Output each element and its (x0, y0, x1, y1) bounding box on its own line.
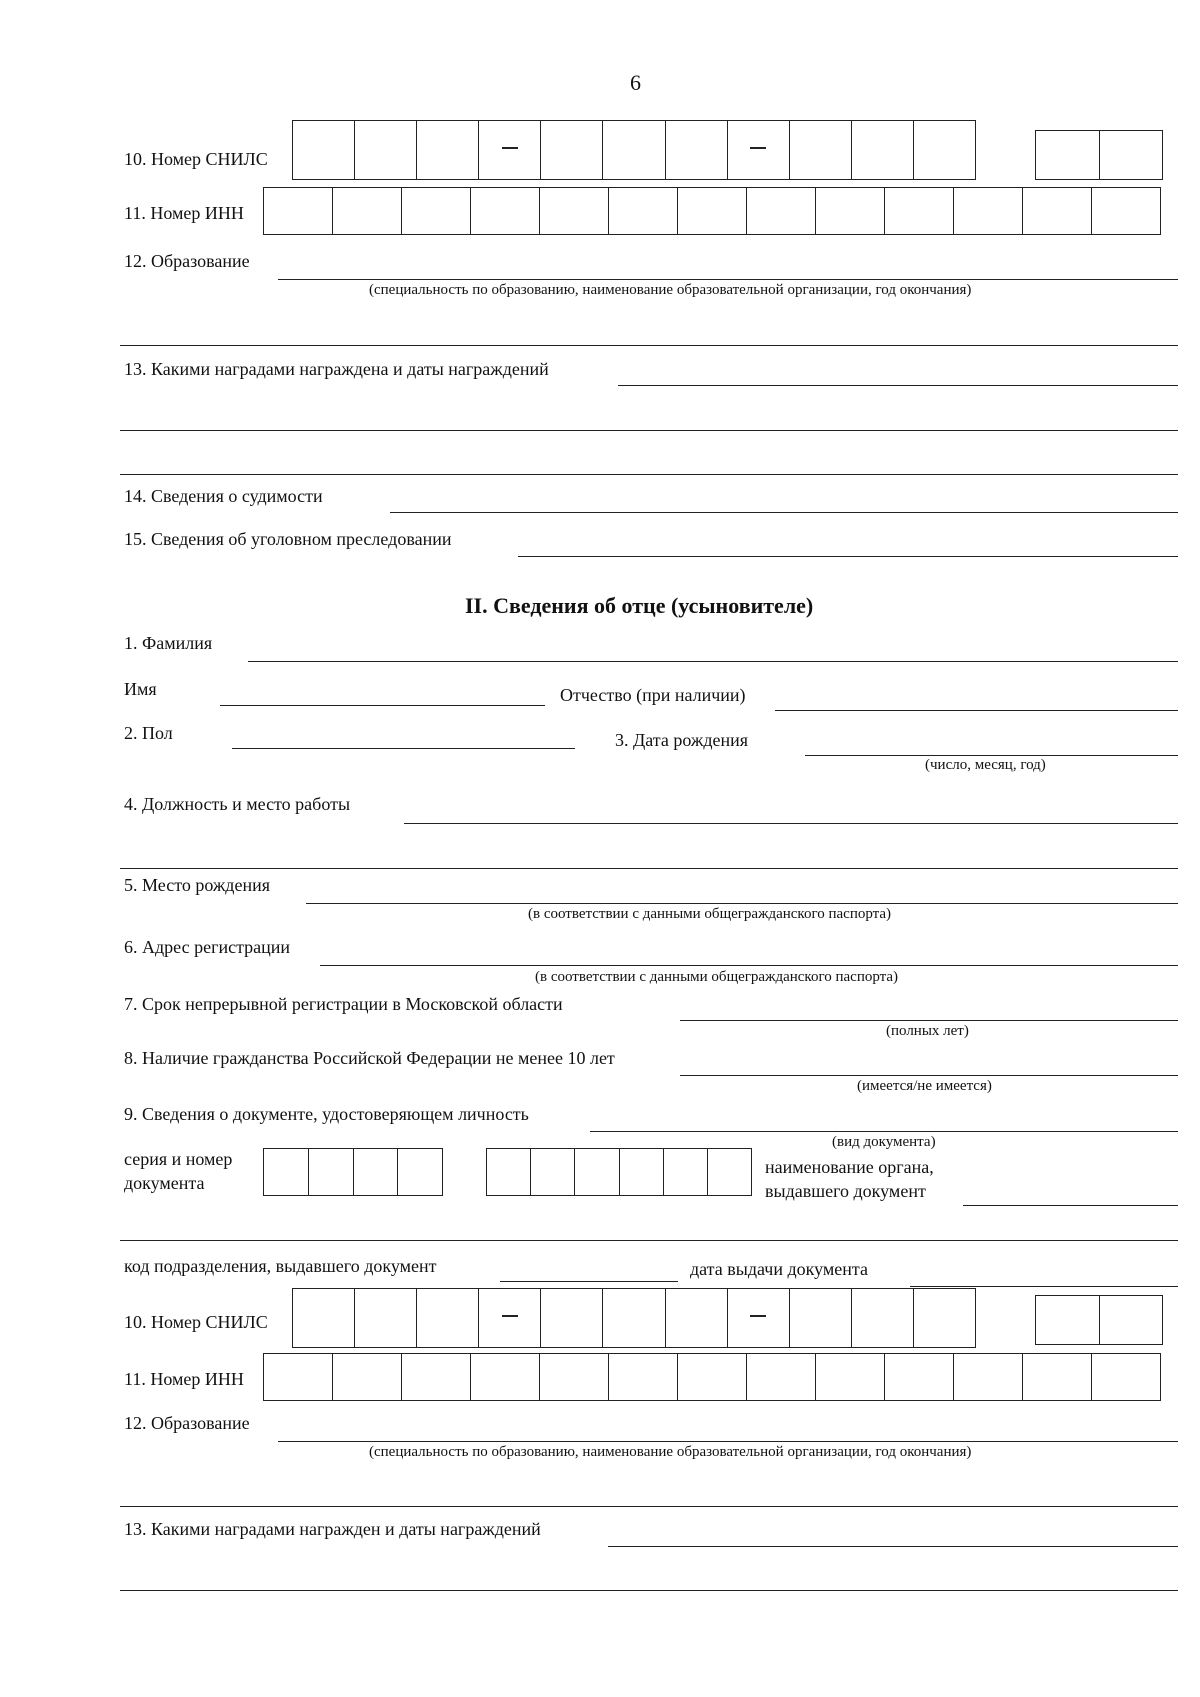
division-code-line[interactable] (500, 1281, 678, 1282)
father-registration-term-line[interactable] (680, 1020, 1178, 1021)
inn-cell[interactable] (471, 188, 540, 234)
father-registration-term-hint: (полных лет) (886, 1023, 969, 1039)
father-job-line[interactable] (404, 823, 1178, 824)
issuer-line[interactable] (963, 1205, 1178, 1206)
series-cell[interactable] (264, 1149, 309, 1195)
inn-cell[interactable] (816, 1354, 885, 1400)
criminal-record-label: 14. Сведения о судимости (124, 486, 323, 506)
snils-check-cell[interactable] (1036, 131, 1100, 179)
father-id-doc-label: 9. Сведения о документе, удостоверяющем личность (124, 1104, 529, 1124)
father-awards-line-2[interactable] (120, 1590, 1178, 1591)
mother-awards-line-2[interactable] (120, 430, 1178, 431)
mother-education-label: 12. Образование (124, 251, 250, 271)
snils-separator-cell (728, 1289, 790, 1347)
father-citizenship-label: 8. Наличие гражданства Российской Федерации не менее 10 лет (124, 1048, 615, 1068)
father-birthplace-label: 5. Место рождения (124, 875, 271, 895)
snils-cell[interactable] (790, 1289, 852, 1347)
father-birthplace-hint: (в соответствии с данными общегражданского паспорта) (528, 906, 892, 922)
inn-cell[interactable] (954, 1354, 1023, 1400)
issue-date-label: дата выдачи документа (690, 1259, 868, 1279)
inn-cell[interactable] (885, 188, 954, 234)
inn-cell[interactable] (264, 188, 333, 234)
series-cell[interactable] (354, 1149, 399, 1195)
father-awards-label: 13. Какими наградами награжден и даты награждений (124, 1519, 541, 1539)
father-name-line[interactable] (220, 705, 545, 706)
snils-cell[interactable] (852, 121, 914, 179)
mother-snils-checksum-cells[interactable] (1035, 130, 1163, 180)
number-cell[interactable] (531, 1149, 575, 1195)
inn-cell[interactable] (1023, 1354, 1092, 1400)
father-job-label: 4. Должность и место работы (124, 794, 351, 814)
series-number-label-1: серия и номер (124, 1149, 233, 1169)
criminal-prosecution-label: 15. Сведения об уголовном преследовании (124, 529, 452, 549)
mother-education-line[interactable] (278, 279, 1178, 280)
snils-cell[interactable] (790, 121, 852, 179)
snils-cell[interactable] (603, 1289, 665, 1347)
snils-separator-cell (728, 121, 790, 179)
snils-cell[interactable] (293, 1289, 355, 1347)
mother-inn-cells[interactable] (263, 187, 1161, 235)
father-address-line[interactable] (320, 965, 1178, 966)
father-job-line-2[interactable] (120, 868, 1178, 869)
dash-separator (750, 1315, 766, 1317)
father-citizenship-line[interactable] (680, 1075, 1178, 1076)
father-sex-line[interactable] (232, 748, 575, 749)
inn-cell[interactable] (540, 188, 609, 234)
mother-awards-line-3[interactable] (120, 474, 1178, 475)
inn-cell[interactable] (816, 188, 885, 234)
number-cell[interactable] (575, 1149, 619, 1195)
father-inn-label: 11. Номер ИНН (124, 1369, 244, 1389)
father-snils-cells[interactable] (292, 1288, 976, 1348)
father-awards-line[interactable] (608, 1546, 1178, 1547)
father-education-hint: (специальность по образованию, наименование образовательной организации, год окончания) (369, 1444, 972, 1460)
criminal-record-line[interactable] (390, 512, 1178, 513)
mother-education-line-2[interactable] (120, 345, 1178, 346)
father-education-line-2[interactable] (120, 1506, 1178, 1507)
father-address-hint: (в соответствии с данными общегражданского паспорта) (535, 969, 899, 985)
father-address-label: 6. Адрес регистрации (124, 937, 291, 957)
issuer-label-2: выдавшего документ (765, 1181, 926, 1201)
father-snils-label: 10. Номер СНИЛС (124, 1312, 268, 1332)
father-id-doc-hint: (вид документа) (832, 1134, 936, 1150)
inn-cell[interactable] (1092, 1354, 1160, 1400)
number-cell[interactable] (708, 1149, 751, 1195)
inn-cell[interactable] (609, 1354, 678, 1400)
mother-education-hint: (специальность по образованию, наименование образовательной организации, год окончания) (369, 282, 972, 298)
inn-cell[interactable] (1023, 188, 1092, 234)
series-cell[interactable] (309, 1149, 354, 1195)
father-education-label: 12. Образование (124, 1413, 250, 1433)
inn-cell[interactable] (402, 188, 471, 234)
dash-separator (502, 1315, 518, 1317)
inn-cell[interactable] (540, 1354, 609, 1400)
snils-cell[interactable] (293, 121, 355, 179)
inn-cell[interactable] (678, 188, 747, 234)
father-registration-term-label: 7. Срок непрерывной регистрации в Московской области (124, 994, 563, 1014)
inn-cell[interactable] (954, 188, 1023, 234)
snils-cell[interactable] (541, 1289, 603, 1347)
inn-cell[interactable] (678, 1354, 747, 1400)
snils-cell[interactable] (355, 1289, 417, 1347)
father-birthdate-hint: (число, месяц, год) (925, 757, 1046, 773)
father-inn-cells[interactable] (263, 1353, 1161, 1401)
snils-cell[interactable] (417, 1289, 479, 1347)
mother-awards-line[interactable] (618, 385, 1178, 386)
snils-separator-cell (479, 121, 541, 179)
father-surname-line[interactable] (248, 661, 1178, 662)
division-code-label: код подразделения, выдавшего документ (124, 1256, 437, 1276)
father-name-label: Имя (124, 679, 157, 699)
snils-cell[interactable] (417, 121, 479, 179)
snils-cell[interactable] (666, 1289, 728, 1347)
inn-cell[interactable] (609, 188, 678, 234)
number-cell[interactable] (620, 1149, 664, 1195)
father-citizenship-hint: (имеется/не имеется) (857, 1078, 992, 1094)
issuer-line-2[interactable] (120, 1240, 1178, 1241)
snils-cell[interactable] (541, 121, 603, 179)
passport-number-cells[interactable] (486, 1148, 752, 1196)
mother-snils-cells[interactable] (292, 120, 976, 180)
snils-cell[interactable] (603, 121, 665, 179)
snils-check-cell[interactable] (1100, 1296, 1163, 1344)
mother-inn-label: 11. Номер ИНН (124, 203, 244, 223)
mother-awards-label: 13. Какими наградами награждена и даты награждений (124, 359, 549, 379)
father-birthplace-line[interactable] (306, 903, 1178, 904)
inn-cell[interactable] (471, 1354, 540, 1400)
snils-cell[interactable] (355, 121, 417, 179)
issuer-label-1: наименование органа, (765, 1157, 934, 1177)
snils-check-cell[interactable] (1036, 1296, 1100, 1344)
number-cell[interactable] (664, 1149, 708, 1195)
issue-date-line[interactable] (910, 1286, 1178, 1287)
dash-separator (502, 147, 518, 149)
number-cell[interactable] (487, 1149, 531, 1195)
father-birthdate-label: 3. Дата рождения (615, 730, 749, 750)
criminal-prosecution-line[interactable] (518, 556, 1178, 557)
page-number: 6 (630, 70, 641, 95)
dash-separator (750, 147, 766, 149)
inn-cell[interactable] (747, 188, 816, 234)
snils-check-cell[interactable] (1100, 131, 1163, 179)
snils-cell[interactable] (914, 1289, 975, 1347)
father-education-line[interactable] (278, 1441, 1178, 1442)
inn-cell[interactable] (747, 1354, 816, 1400)
inn-cell[interactable] (1092, 188, 1160, 234)
inn-cell[interactable] (885, 1354, 954, 1400)
father-patronymic-label: Отчество (при наличии) (560, 685, 746, 705)
father-patronymic-line[interactable] (775, 710, 1178, 711)
father-id-doc-line[interactable] (590, 1131, 1178, 1132)
father-section-title: II. Сведения об отце (усыновителе) (465, 593, 814, 618)
father-snils-checksum-cells[interactable] (1035, 1295, 1163, 1345)
snils-cell[interactable] (914, 121, 975, 179)
mother-snils-label: 10. Номер СНИЛС (124, 149, 268, 169)
snils-cell[interactable] (666, 121, 728, 179)
passport-series-cells[interactable] (263, 1148, 443, 1196)
father-birthdate-line[interactable] (805, 755, 1178, 756)
series-number-label-2: документа (124, 1173, 205, 1193)
father-surname-label: 1. Фамилия (124, 633, 213, 653)
snils-cell[interactable] (852, 1289, 914, 1347)
inn-cell[interactable] (264, 1354, 333, 1400)
father-sex-label: 2. Пол (124, 723, 173, 743)
series-cell[interactable] (398, 1149, 442, 1195)
inn-cell[interactable] (402, 1354, 471, 1400)
snils-separator-cell (479, 1289, 541, 1347)
inn-cell[interactable] (333, 1354, 402, 1400)
inn-cell[interactable] (333, 188, 402, 234)
